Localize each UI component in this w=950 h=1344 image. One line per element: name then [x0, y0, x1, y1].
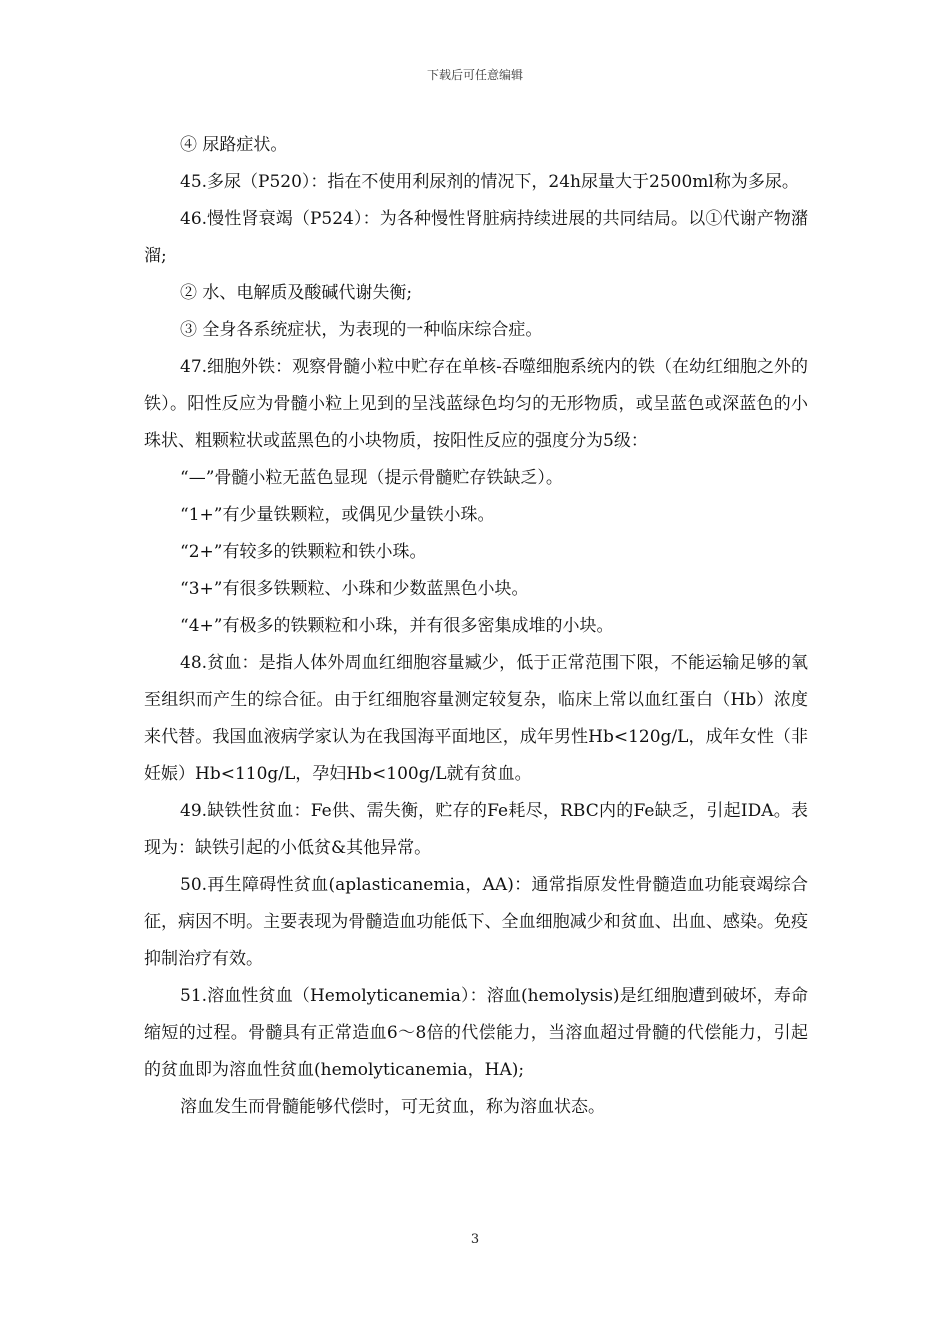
grade-1plus: “1+”有少量铁颗粒，或偶见少量铁小珠。 [180, 505, 495, 525]
page-header: 下载后可任意编辑 [426, 68, 523, 82]
paragraph-urinary-symptoms: ④ 尿路症状。 [180, 135, 288, 155]
grade-4plus: “4+”有极多的铁颗粒和小珠，并有很多密集成堆的小块。 [180, 616, 614, 636]
paragraph-47-extracellular-iron: 47.细胞外铁：观察骨髓小粒中贮存在单核-吞噬细胞系统内的铁（在幼红细胞之外的铁）。阳性反应为骨髓小粒上见到的呈浅蓝绿色均匀的无形物质，或呈蓝色或深蓝色的小珠状、粗颗粒状或蓝黑色的小块物质，按阳性反应的强度分为5级： [144, 357, 808, 451]
paragraph-45-polyuria: 45.多尿（P520）：指在不使用利尿剂的情况下，24h尿量大于2500ml称为多尿。 [180, 172, 799, 192]
paragraph-48-anemia: 48.贫血：是指人体外周血红细胞容量臧少，低于正常范围下限，不能运输足够的氧至组织而产生的综合征。由于红细胞容量测定较复杂，临床上常以血红蛋白（Hb）浓度来代替。我国血液病学家认为在我国海平面地区，成年男性Hb<120g/L，成年女性（非妊娠）Hb<110g/L，孕妇Hb<100g/L就有贫血。 [144, 653, 808, 784]
grade-3plus: “3+”有很多铁颗粒、小珠和少数蓝黑色小块。 [180, 579, 529, 599]
page-number: 3 [470, 1232, 480, 1247]
paragraph-49-iron-deficiency-anemia: 49.缺铁性贫血：Fe供、需失衡，贮存的Fe耗尽，RBC内的Fe缺乏，引起IDA。表现为：缺铁引起的小低贫&其他异常。 [144, 801, 808, 858]
grade-2plus: “2+”有较多的铁颗粒和铁小珠。 [180, 542, 427, 562]
paragraph-46-item-2: ② 水、电解质及酸碱代谢失衡; [180, 283, 413, 303]
grade-negative: “—”骨髓小粒无蓝色显现（提示骨髓贮存铁缺乏）。 [180, 468, 563, 488]
paragraph-46-chronic-renal-failure: 46.慢性肾衰竭（P524）：为各种慢性肾脏病持续进展的共同结局。以①代谢产物潴溜; [144, 209, 808, 266]
paragraph-46-item-3: ③ 全身各系统症状，为表现的一种临床综合症。 [180, 320, 543, 340]
paragraph-50-aplastic-anemia: 50.再生障碍性贫血(aplasticanemia，AA)：通常指原发性骨髓造血功能衰竭综合征，病因不明。主要表现为骨髓造血功能低下、全血细胞减少和贫血、出血、感染。免疫抑制治疗有效。 [144, 875, 808, 969]
paragraph-51-hemolytic-state: 溶血发生而骨髓能够代偿时，可无贫血，称为溶血状态。 [180, 1097, 605, 1117]
document-body [144, 127, 808, 1126]
paragraph-51-hemolytic-anemia: 51.溶血性贫血（Hemolyticanemia）：溶血(hemolysis)是红细胞遭到破坏，寿命缩短的过程。骨髓具有正常造血6～8倍的代偿能力，当溶血超过骨髓的代偿能力，引起的贫血即为溶血性贫血(hemolyticanemia，HA); [144, 986, 808, 1080]
